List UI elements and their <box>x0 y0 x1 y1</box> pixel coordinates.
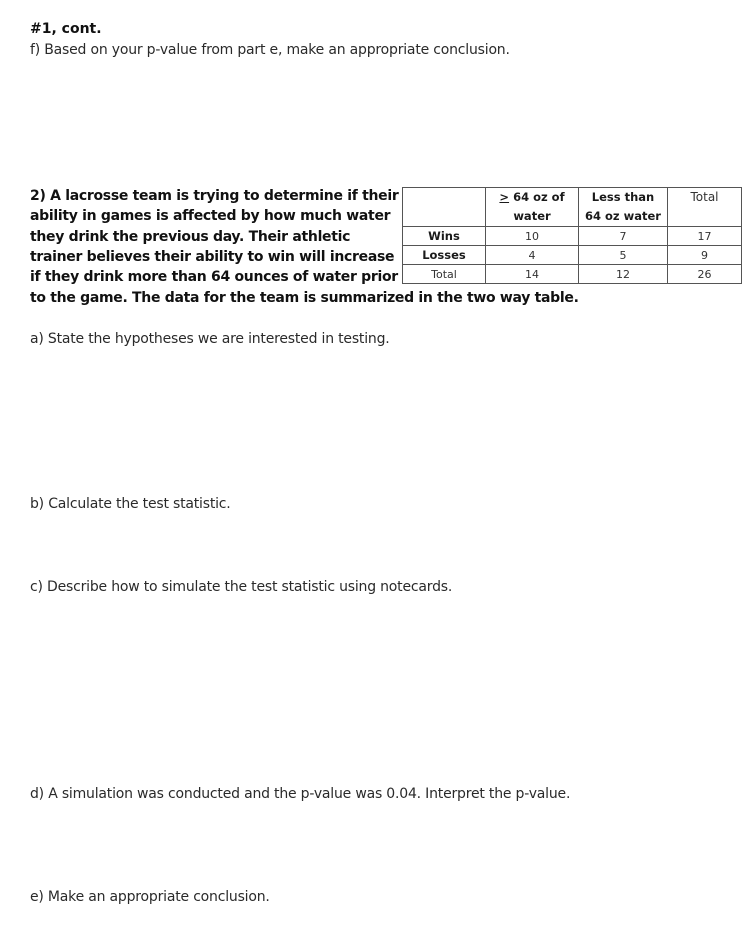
table-row <box>403 227 742 246</box>
col-header-less-line1: Less than <box>591 190 655 204</box>
row-label-losses: Losses <box>403 246 486 265</box>
col-header-less-line2: 64 oz water <box>585 209 661 223</box>
cell-wins-less64: 7 <box>579 227 668 246</box>
problem-2-line-1: 2) A lacrosse team is trying to determine if their <box>30 188 399 204</box>
question-1f: f) Based on your p-value from part e, make an appropriate conclusion. <box>30 42 510 58</box>
problem-2-line-2: ability in games is affected by how much water <box>30 208 391 224</box>
table-header-row <box>403 188 742 227</box>
cell-total-total: 26 <box>668 265 742 284</box>
question-2d: d) A simulation was conducted and the p-value was 0.04. Interpret the p-value. <box>30 786 571 802</box>
question-2b: b) Calculate the test statistic. <box>30 496 231 512</box>
table-corner-cell <box>403 188 486 227</box>
cell-wins-total: 17 <box>668 227 742 246</box>
geq-symbol: > <box>499 190 510 204</box>
col-header-geq-line2: water <box>513 209 551 223</box>
cell-losses-geq64: 4 <box>486 246 579 265</box>
cell-losses-total: 9 <box>668 246 742 265</box>
col-header-geq-text: 64 oz of <box>509 190 565 204</box>
table-row <box>403 246 742 265</box>
cell-total-geq64: 14 <box>486 265 579 284</box>
two-way-table <box>402 187 742 284</box>
table-row <box>403 265 742 284</box>
question-2a: a) State the hypotheses we are interested in testing. <box>30 331 390 347</box>
col-header-less-64 <box>579 188 668 227</box>
question-2c: c) Describe how to simulate the test statistic using notecards. <box>30 579 453 595</box>
problem-2-line-3: they drink the previous day. Their athletic <box>30 229 351 245</box>
row-label-wins: Wins <box>403 227 486 246</box>
col-header-geq-64 <box>486 188 579 227</box>
row-label-total: Total <box>403 265 486 284</box>
problem-2-line-6: to the game. The data for the team is summarized in the two way table. <box>30 290 579 306</box>
cell-losses-less64: 5 <box>579 246 668 265</box>
question-2e: e) Make an appropriate conclusion. <box>30 889 270 905</box>
problem-2-line-4: trainer believes their ability to win will increase <box>30 249 395 265</box>
cell-total-less64: 12 <box>579 265 668 284</box>
col-header-total: Total <box>668 188 742 227</box>
page-title: #1, cont. <box>30 21 102 37</box>
cell-wins-geq64: 10 <box>486 227 579 246</box>
problem-2-line-5: if they drink more than 64 ounces of water prior <box>30 269 398 285</box>
